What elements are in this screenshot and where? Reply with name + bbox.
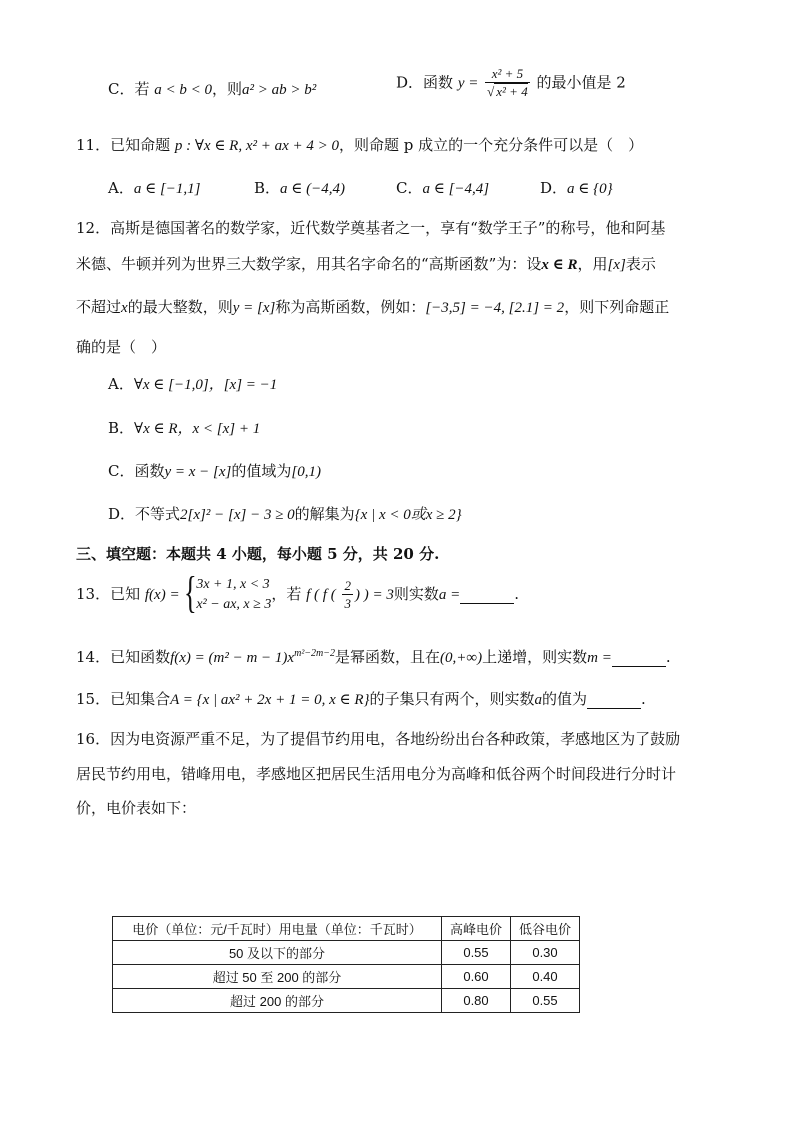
q10-option-c: C．若 a < b < 0，则a² > ab > b² <box>108 80 317 98</box>
fraction: $\frac{\text{x² + 5}}{\text{√ x² + 4}}$ <box>487 66 528 99</box>
table-cell: 0.30 <box>511 941 580 965</box>
q11-stem: 11．已知命题 p : ∀x ∈ R, x² + ax + 4 > 0，则命题 p 成立的一个充分条件可以是（ ） <box>76 136 644 154</box>
q11-option-b: B．a ∈ (−4,4) <box>254 179 345 197</box>
q15: 15．已知集合A = {x | ax² + 2x + 1 = 0, x ∈ R}的子集只有两个，则实数a的值为 . <box>76 690 646 708</box>
q13: 13．已知 f(x) = { 3x + 1, x < 3 x² − ax, x ≥ 3 ，若 f ( f ( $\frac{2}{3}$ ) ) = 3则实数a = . <box>76 568 520 617</box>
table-cell: 0.55 <box>511 989 580 1013</box>
q12-line-3: 不超过x的最大整数，则y = [x]称为高斯函数，例如：[−3,5] = −4, [2.1] = 2，则下列命题正 <box>76 298 670 316</box>
table-header-cell: 高峰电价 <box>442 917 511 941</box>
answer-blank[interactable] <box>612 648 666 667</box>
q12-option-b: B．∀x ∈ R，x < [x] + 1 <box>108 419 261 437</box>
price-table <box>112 916 580 1013</box>
table-row <box>113 989 580 1013</box>
table-cell: 超过 200 的部分 <box>113 989 442 1013</box>
table-cell: 50 及以下的部分 <box>113 941 442 965</box>
q12-option-a: A．∀x ∈ [−1,0]，[x] = −1 <box>108 375 278 393</box>
q12-line-2: 米德、牛顿并列为世界三大数学家，用其名字命名的“高斯函数”为：设x ∈ R，用[x]表示 <box>76 255 656 273</box>
table-cell: 0.60 <box>442 965 511 989</box>
q16-line-2: 居民节约用电，错峰用电，孝感地区把居民生活用电分为高峰和低谷两个时间段进行分时计 <box>76 765 677 783</box>
table-row <box>113 941 580 965</box>
q12-line-4: 确的是（ ） <box>76 338 167 356</box>
q12-option-d: D．不等式2[x]² − [x] − 3 ≥ 0的解集为{x | x < 0或x ≥ 2} <box>108 505 462 523</box>
table-cell: 0.80 <box>442 989 511 1013</box>
sqrt-symbol: √ <box>487 84 495 99</box>
q10-option-d: D．函数 y = $\frac{\text{x² + 5}}{\text{√ x² + 4}}$ 的最小值是 2 <box>396 66 626 99</box>
table-header-row <box>113 917 580 941</box>
table-cell: 0.55 <box>442 941 511 965</box>
q14: 14．已知函数$f(x) = (m^2 - m - 1)x^{m^2-2m-2}$是幂函数，且在(0,+∞)上递增，则实数m = . <box>76 648 671 666</box>
q12-option-c: C．函数y = x − [x]的值域为[0,1) <box>108 462 321 480</box>
table-cell: 0.40 <box>511 965 580 989</box>
answer-blank[interactable] <box>460 585 514 604</box>
table-header-cell: 电价（单位：元/千瓦时）用电量（单位：千瓦时） <box>113 917 442 941</box>
q11-option-a: A．a ∈ [−1,1] <box>108 179 201 197</box>
table-cell: 超过 50 至 200 的部分 <box>113 965 442 989</box>
q11-option-d: D．a ∈ {0} <box>540 179 613 197</box>
q12-line-1: 12．高斯是德国著名的数学家，近代数学奠基者之一，享有“数学王子”的称号，他和阿基 <box>76 219 666 237</box>
fraction: $\frac{2}{3}$ <box>344 577 351 611</box>
q11-option-c: C．a ∈ [−4,4] <box>396 179 490 197</box>
answer-blank[interactable] <box>587 690 641 709</box>
piecewise-function: { 3x + 1, x < 3 x² − ax, x ≥ 3 <box>184 568 272 617</box>
table-header-cell: 低谷电价 <box>511 917 580 941</box>
table-row <box>113 965 580 989</box>
q16-line-3: 价，电价表如下： <box>76 799 197 817</box>
left-brace: { <box>184 568 198 617</box>
q16-line-1: 16．因为电资源严重不足，为了提倡节约用电，各地纷纷出台各种政策，孝感地区为了鼓励 <box>76 730 681 748</box>
section-heading: 三、填空题：本题共 4 小题，每小题 5 分，共 20 分. <box>76 545 440 563</box>
